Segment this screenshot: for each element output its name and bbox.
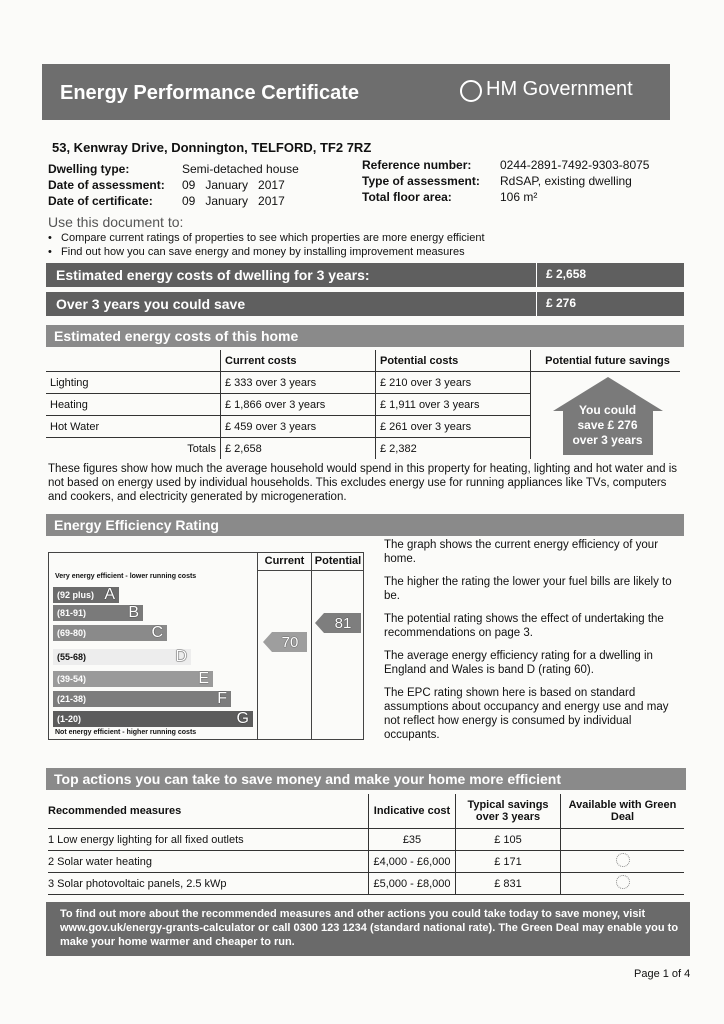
measure-name: 1 Low energy lighting for all fixed outlets bbox=[48, 829, 369, 851]
rating-bottom-caption: Not energy efficient - higher running costs bbox=[55, 729, 197, 736]
detail-label: Date of certificate: bbox=[48, 194, 153, 208]
detail-value: 09 January 2017 bbox=[182, 178, 285, 192]
rating-section-header bbox=[46, 514, 684, 536]
cost-current: £ 459 over 3 years bbox=[221, 416, 376, 438]
costs-note: These figures show how much the average household would spend in this property for heating, lighting and hot water and is not based on energy used by individual households. This excludes energy use for running appliances like TVs, computers and cookers, and electricity generated by microgeneration. bbox=[48, 463, 678, 503]
table-row bbox=[48, 873, 684, 895]
rating-divider-potential bbox=[311, 553, 312, 739]
rating-paragraph: The graph shows the current energy efficiency of your home. bbox=[384, 539, 659, 565]
band-range: (1-20) bbox=[57, 714, 82, 724]
potential-rating-arrow bbox=[315, 613, 361, 633]
details-right bbox=[362, 158, 682, 206]
band-letter: B bbox=[128, 604, 139, 621]
band-range: (21-38) bbox=[57, 694, 87, 704]
measure-name: 3 Solar photovoltaic panels, 2.5 kWp bbox=[48, 873, 369, 895]
cost-name: Lighting bbox=[46, 372, 221, 394]
use-doc-bullets bbox=[48, 232, 688, 260]
band-letter: D bbox=[175, 648, 187, 665]
detail-value: 106 m² bbox=[500, 190, 538, 204]
detail-label: Date of assessment: bbox=[48, 178, 165, 192]
actions-header-row bbox=[48, 794, 684, 829]
detail-row bbox=[48, 178, 348, 194]
band-b bbox=[53, 605, 143, 621]
table-row bbox=[48, 829, 684, 851]
summary-label: Estimated energy costs of dwelling for 3 years: bbox=[56, 267, 370, 283]
measure-saving: £ 171 bbox=[456, 851, 561, 873]
actions-section-title: Top actions you can take to save money and make your home more efficient bbox=[54, 771, 561, 787]
rating-header-rule bbox=[257, 570, 363, 571]
summary-label: Over 3 years you could save bbox=[56, 296, 246, 312]
current-rating-arrow bbox=[263, 632, 307, 652]
cost-current: £ 1,866 over 3 years bbox=[221, 394, 376, 416]
bullet-text: Find out how you can save energy and money by installing improvement measures bbox=[61, 246, 465, 258]
cost-current: £ 333 over 3 years bbox=[221, 372, 376, 394]
bullet-text: Compare current ratings of properties to see which properties are more energy efficient bbox=[61, 232, 485, 244]
measure-cost: £4,000 - £6,000 bbox=[369, 851, 456, 873]
detail-row bbox=[48, 194, 348, 210]
bullet-item bbox=[48, 246, 688, 260]
cost-name: Heating bbox=[46, 394, 221, 416]
measure-cost: £5,000 - £8,000 bbox=[369, 873, 456, 895]
detail-label: Total floor area: bbox=[362, 190, 452, 204]
costs-section-header bbox=[46, 325, 684, 347]
rating-explanation bbox=[384, 538, 684, 742]
rating-col-potential: Potential bbox=[314, 555, 362, 567]
cost-potential: £ 210 over 3 years bbox=[376, 372, 531, 394]
page-number: Page 1 of 4 bbox=[634, 968, 691, 980]
savings-cell bbox=[531, 372, 681, 460]
costs-header-current: Current costs bbox=[221, 350, 376, 372]
savings-line: save £ 276 bbox=[577, 417, 638, 432]
summary-value: £ 2,658 bbox=[546, 267, 587, 281]
bullet-item bbox=[48, 232, 688, 246]
table-row bbox=[46, 372, 680, 394]
band-g bbox=[53, 711, 253, 727]
measure-greendeal bbox=[561, 873, 685, 895]
rating-paragraph: The potential rating shows the effect of undertaking the recommendations on page 3. bbox=[384, 613, 664, 639]
potential-rating-value: 81 bbox=[334, 615, 352, 632]
table-row bbox=[48, 851, 684, 873]
band-e bbox=[53, 671, 213, 687]
current-rating-value: 70 bbox=[281, 634, 299, 651]
totals-current: £ 2,658 bbox=[221, 438, 376, 460]
cost-name: Hot Water bbox=[46, 416, 221, 438]
detail-value: Semi-detached house bbox=[182, 162, 299, 176]
band-letter: F bbox=[217, 690, 227, 707]
actions-header-greendeal: Available with Green Deal bbox=[561, 794, 685, 829]
band-f bbox=[53, 691, 231, 707]
savings-line: over 3 years bbox=[572, 432, 643, 447]
property-address: 53, Kenwray Drive, Donnington, TELFORD, TF2 7RZ bbox=[52, 140, 372, 155]
band-d bbox=[53, 649, 191, 665]
band-range: (39-54) bbox=[57, 674, 87, 684]
rating-paragraph: The higher the rating the lower your fuel bills are likely to be. bbox=[384, 576, 672, 602]
band-range: (69-80) bbox=[57, 628, 87, 638]
green-deal-icon bbox=[616, 853, 630, 867]
rating-paragraph: The average energy efficiency rating for a dwelling in England and Wales is band D (rating 60). bbox=[384, 650, 653, 676]
detail-value: RdSAP, existing dwelling bbox=[500, 174, 632, 188]
actions-header-cost: Indicative cost bbox=[369, 794, 456, 829]
summary-bar-savings bbox=[46, 292, 684, 316]
details-left bbox=[48, 162, 348, 210]
actions-table bbox=[48, 794, 684, 895]
band-c bbox=[53, 625, 167, 641]
band-letter: C bbox=[151, 624, 163, 641]
detail-label: Reference number: bbox=[362, 158, 472, 172]
rating-top-caption: Very energy efficient - lower running costs bbox=[55, 573, 197, 580]
rating-section-title: Energy Efficiency Rating bbox=[54, 517, 219, 533]
rating-paragraph: The EPC rating shown here is based on standard assumptions about occupancy and energy use and may not reflect how energy is consumed by individual occupants. bbox=[384, 687, 669, 741]
band-range: (92 plus) bbox=[57, 590, 95, 600]
actions-footer-text: To find out more about the recommended measures and other actions you could take today to save money, visit www.gov.uk/energy-grants-calculator or call 0300 123 1234 (standard national rate). The Green Deal may enable you to make your home warmer and cheaper to run. bbox=[60, 908, 679, 948]
header-bar bbox=[42, 64, 670, 120]
costs-section-title: Estimated energy costs of this home bbox=[54, 328, 299, 344]
rating-chart bbox=[48, 552, 364, 740]
summary-value: £ 276 bbox=[546, 296, 577, 310]
detail-value: 09 January 2017 bbox=[182, 194, 285, 208]
actions-footer bbox=[46, 902, 690, 956]
rating-divider-current bbox=[257, 553, 258, 739]
actions-header-measure: Recommended measures bbox=[48, 794, 369, 829]
use-doc-title: Use this document to: bbox=[48, 214, 184, 230]
page-title: Energy Performance Certificate bbox=[60, 82, 360, 104]
detail-label: Dwelling type: bbox=[48, 162, 130, 176]
hm-government-logo: HM Government bbox=[486, 78, 633, 100]
detail-row bbox=[362, 174, 682, 190]
totals-potential: £ 2,382 bbox=[376, 438, 531, 460]
totals-label: Totals bbox=[187, 442, 216, 455]
measure-cost: £35 bbox=[369, 829, 456, 851]
bullet-icon: • bbox=[48, 246, 52, 258]
detail-row bbox=[48, 162, 348, 178]
band-range: (55-68) bbox=[57, 652, 87, 662]
costs-header-potential: Potential costs bbox=[376, 350, 531, 372]
actions-section-header bbox=[46, 768, 686, 790]
measure-name: 2 Solar water heating bbox=[48, 851, 369, 873]
costs-header-blank bbox=[46, 350, 221, 372]
cost-potential: £ 1,911 over 3 years bbox=[376, 394, 531, 416]
costs-table bbox=[46, 350, 680, 459]
cost-potential: £ 261 over 3 years bbox=[376, 416, 531, 438]
measure-saving: £ 831 bbox=[456, 873, 561, 895]
band-letter: G bbox=[236, 710, 249, 727]
summary-bar-costs bbox=[46, 263, 684, 287]
savings-line: You could bbox=[578, 402, 637, 417]
bullet-icon: • bbox=[48, 232, 52, 244]
hm-crest-icon bbox=[460, 80, 482, 102]
summary-value-divider bbox=[536, 292, 537, 316]
detail-row bbox=[362, 190, 682, 206]
summary-value-divider bbox=[536, 263, 537, 287]
savings-house-icon bbox=[553, 377, 663, 455]
measure-greendeal bbox=[561, 829, 685, 851]
costs-header-savings: Potential future savings bbox=[531, 350, 681, 372]
band-letter: A bbox=[104, 586, 115, 603]
reference-number: 0244-2891-7492-9303-8075 bbox=[500, 158, 650, 172]
rating-col-current: Current bbox=[264, 555, 305, 567]
detail-row bbox=[362, 158, 682, 174]
actions-header-savings: Typical savings over 3 years bbox=[456, 794, 561, 829]
band-letter: E bbox=[198, 670, 209, 687]
measure-greendeal bbox=[561, 851, 685, 873]
measure-saving: £ 105 bbox=[456, 829, 561, 851]
green-deal-icon bbox=[616, 875, 630, 889]
detail-label: Type of assessment: bbox=[362, 174, 480, 188]
band-a bbox=[53, 587, 119, 603]
band-range: (81-91) bbox=[57, 608, 87, 618]
costs-header-row bbox=[46, 350, 680, 372]
